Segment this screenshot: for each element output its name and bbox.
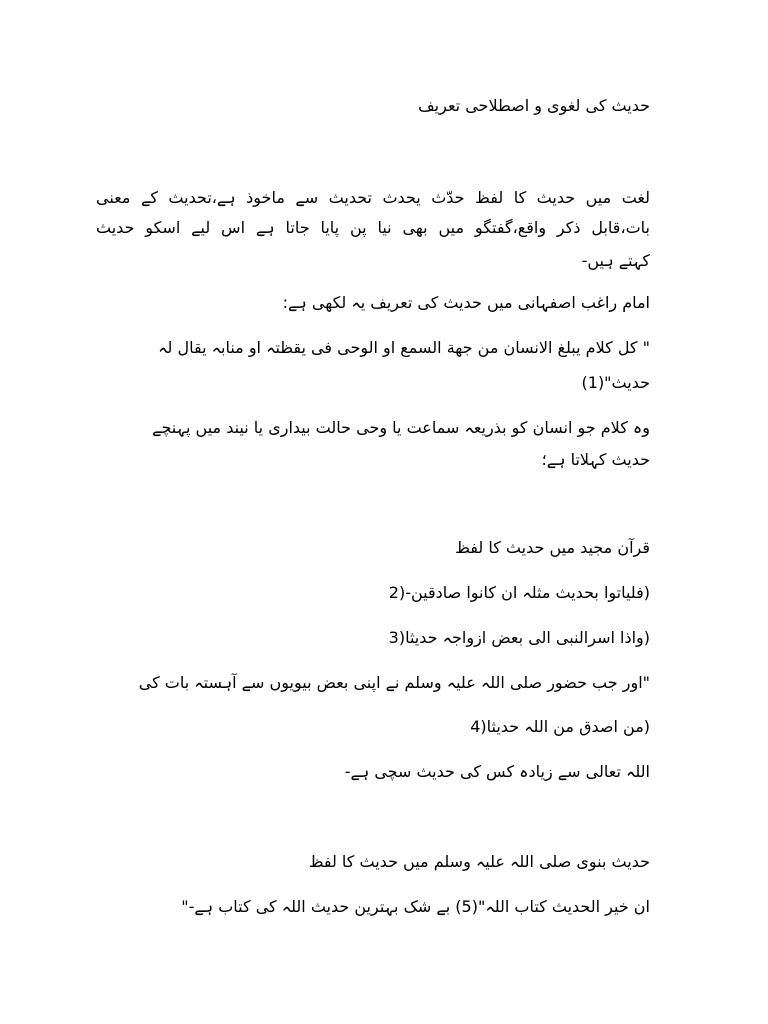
document-title: حدیث کی لغوی و اصطلاحی تعریف: [418, 96, 650, 115]
urdu-translation-line-1: وہ کلام جو انسان کو بذریعہ سماعت یا وحی حالت بیداری یا نیند میں پہنچے: [152, 418, 650, 437]
ayat-item-3-translation: اللہ تعالی سے زیادہ کس کی حدیث سچی ہے-: [344, 762, 650, 781]
quran-heading: قرآن مجید میں حدیث کا لفظ: [455, 538, 650, 557]
urdu-translation-line-2: حدیث کہلاتا ہے؛: [541, 450, 650, 469]
ayat-item-3: (من اصدق من اللہ حدیثا(4: [470, 717, 650, 736]
arabic-quote-line-2: حدیث"(1): [581, 373, 650, 392]
lughat-line-2: بات،قابل ذکر واقع،گفتگو میں بھی نیا پن پایا جاتا ہے اس لیے اسکو حدیث: [96, 218, 650, 237]
imam-raghib-line: امام راغب اصفہانی میں حدیث کی تعریف یہ لکھی ہے:: [282, 293, 650, 312]
ayat-item-2-translation: "اور جب حضور صلی اللہ علیہ وسلم نے اپنی بعض بیویوں سے آہستہ بات کی: [138, 673, 650, 692]
ayat-item-2: (واذا اسرالنبی الی بعض ازواجہ حدیثا(3: [388, 628, 650, 647]
lughat-line-1: لغت میں حدیث کا لفظ حدّث یحدث تحدیث سے ماخوذ ہے،تحدیث کے معنی: [96, 188, 650, 207]
document-page: [96, 0, 650, 1024]
hadith-line: ان خیر الحدیث کتاب اللہ"(5) بے شک بہترین حدیث اللہ کی کتاب ہے-": [181, 897, 650, 916]
nabawi-heading: حدیث بنوی صلی اللہ علیہ وسلم میں حدیث کا لفظ: [308, 852, 650, 871]
arabic-quote-line-1: " کل کلام یبلغ الانسان من جھة السمع او الوحی فی یقظتہ او منابہ یقال لہ: [158, 338, 650, 357]
lughat-line-3: کہتے ہیں-: [581, 251, 650, 270]
ayat-item-1: (فلیاتوا بحدیث مثلہ ان کانوا صادقین-(2: [388, 583, 650, 602]
